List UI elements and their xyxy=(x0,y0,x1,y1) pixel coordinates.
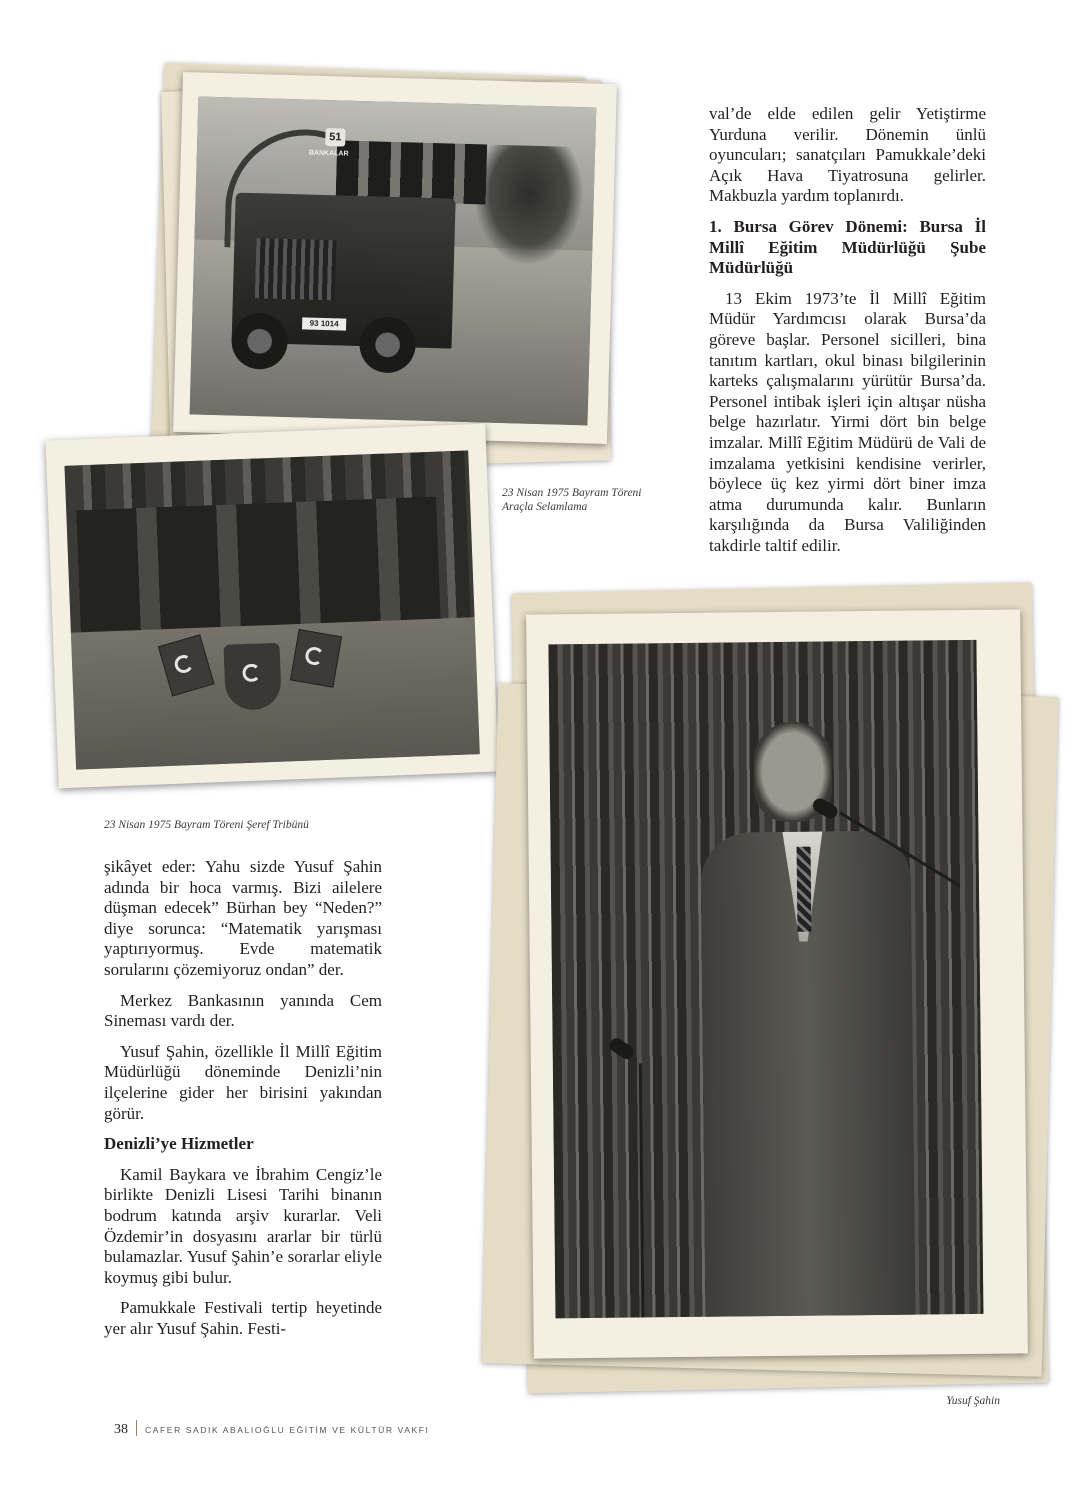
footer-organization: CAFER SADIK ABALIOĞLU EĞİTİM VE KÜLTÜR VAKFI xyxy=(145,1425,430,1435)
photo1-frame xyxy=(173,72,617,444)
right-paragraph-2: 13 Ekim 1973’te İl Millî Eğitim Müdür Yardımcısı olarak Bursa’da göreve başlar. Personel sicilleri, bina tanıtım kartları, okul binası bilgilerinin karteks çalışmalarını yürütür Bursa’da. Personel intibak işleri için altışar nüsha belge hazırlatır. Yirmi dört bin belge imzalar. Millî Eğitim Müdürü de Vali de imzalama yetkisini kendisine verirler, böylece üç kez yirmi dört biner imza atma durumunda kalır. Bunların karşılığında da Bursa Valiliğinden takdirle taltif edilir. xyxy=(709,288,986,555)
photo3-image xyxy=(548,640,983,1318)
page-number: 38 xyxy=(114,1422,128,1437)
footer-divider xyxy=(136,1420,137,1436)
left-paragraph-2: Merkez Bankasının yanında Cem Sineması vardı der. xyxy=(104,990,382,1031)
section-heading-bursa: 1. Bursa Görev Dönemi: Bursa İl Millî Eğitim Müdürlüğü Şube Müdürlüğü xyxy=(709,216,986,278)
photo2-frame xyxy=(45,424,498,789)
left-text-column xyxy=(104,857,382,1349)
left-paragraph-5: Pamukkale Festivali tertip heyetinde yer alır Yusuf Şahin. Festi- xyxy=(104,1298,382,1338)
right-paragraph-1: val’de elde edilen gelir Yetiştirme Yurduna verilir. Dönemin ünlü oyuncuları; sanatçıları Pamukkale’deki Açık Hava Tiyatrosuna gelirler. Makbuzla yardım toplanırdı. xyxy=(709,104,986,206)
left-paragraph-3: Yusuf Şahin, özellikle İl Millî Eğitim Müdürlüğü döneminde Denizli’nin ilçelerine gider her birisini yakından görür. xyxy=(104,1041,382,1123)
arch-sign: 51 xyxy=(325,128,345,147)
photo3-frame xyxy=(526,609,1028,1358)
license-plate: 93 1014 xyxy=(302,317,346,330)
photo2-image xyxy=(64,450,479,769)
photo2-caption: 23 Nisan 1975 Bayram Töreni Şeref Tribünü xyxy=(104,819,309,831)
right-text-column xyxy=(709,104,986,566)
page-footer xyxy=(114,1420,430,1438)
photo3-caption: Yusuf Şahin xyxy=(946,1395,1000,1407)
left-paragraph-4: Kamil Baykara ve İbrahim Cengiz’le birlikte Denizli Lisesi Tarihi binanın bodrum katında arşiv kurarlar. Veli Özdemir’in dosyasını ararlar bir türlü bulamazlar. Yusuf Şahin’e sorarlar eliyle koymuş gibi bulur. xyxy=(104,1164,382,1287)
photo1-caption: 23 Nisan 1975 Bayram Töreni Araçla Selamlama xyxy=(502,487,642,513)
section-heading-denizli: Denizli’ye Hizmetler xyxy=(104,1134,254,1154)
arch-banner: BANKALAR xyxy=(308,149,349,158)
left-paragraph-1: şikâyet eder: Yahu sizde Yusuf Şahin adında bir hoca varmış. Bizi ailelere düşman edecek” Bürhan bey “Neden?” diye sorunca: “Matematik yarışması yaptırıyormuş. Evde matematik sorularını çözemiyoruz ondan” der. xyxy=(104,857,382,979)
photo1-image xyxy=(190,96,597,425)
